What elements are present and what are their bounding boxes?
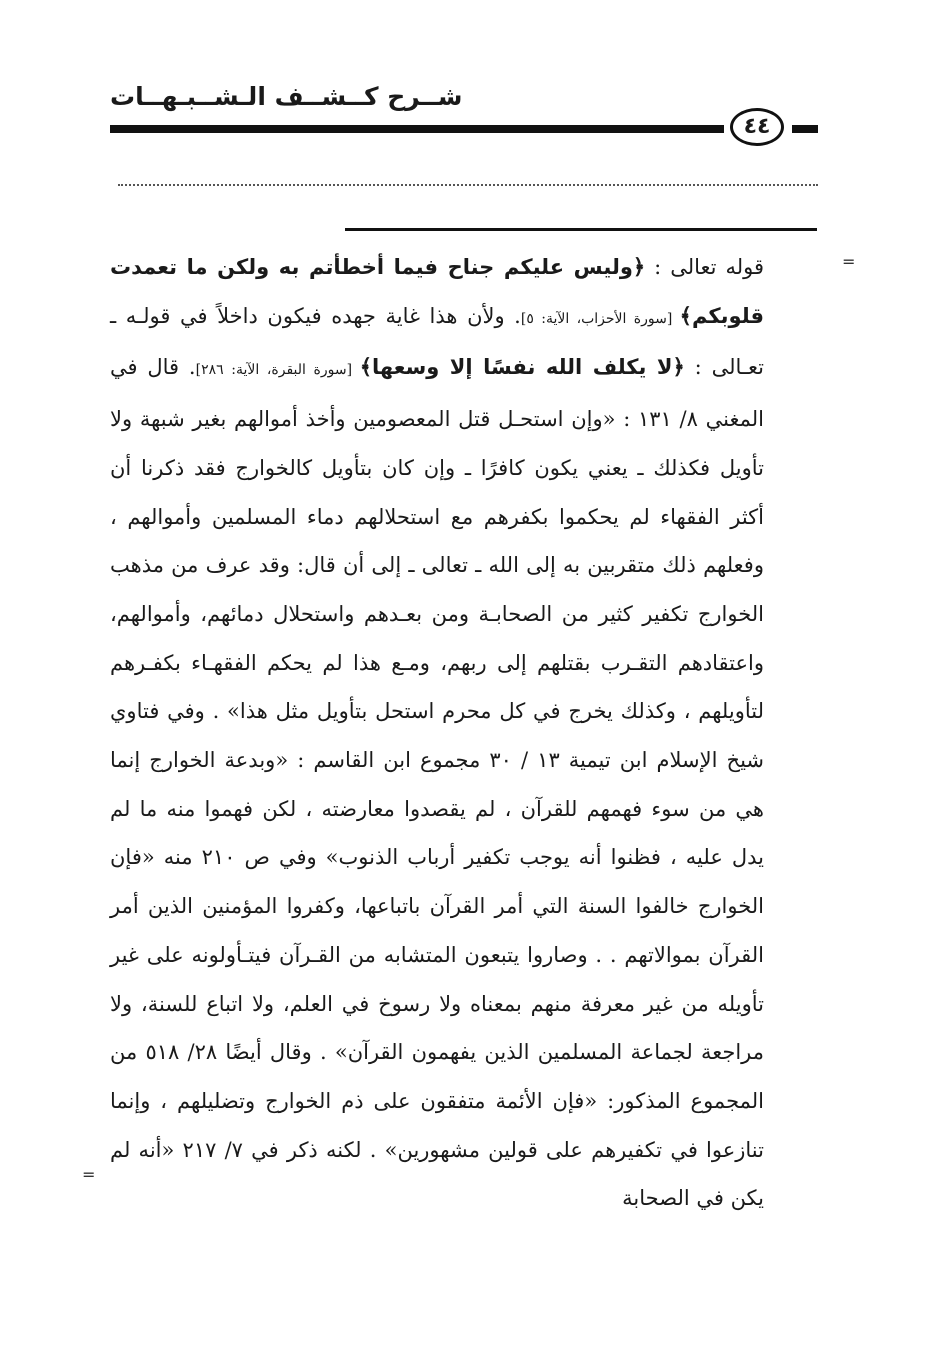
margin-mark-bottom: = [82, 1165, 96, 1184]
verse-reference-1: [سورة الأحزاب، الآية: ٥] [520, 310, 680, 327]
text-segment-2: . ولأن هذا غاية جهده فيكون داخلاً في قولـه ـ تعـالى : [110, 303, 765, 380]
footnote-rule [345, 228, 817, 231]
body-text [110, 243, 764, 1223]
verse-reference-2: [سورة البقرة، الآية: ٢٨٦] [195, 362, 360, 379]
quran-verse-2: ﴿لا يكلف الله نفسًا إلا وسعها﴾ [359, 355, 685, 380]
text-segment-3: . قال في المغني ٨/ ١٣١ : «وإن استحـل قتل المعصومين وأخذ أموالهم بغير شبهة ولا تأويل فكذلك ـ يعني يكون كافرًا ـ وإن كان بتأويل كالخوارج فقد ذكرنا أن أكثر الفقهاء لم يحكموا بكفرهم مع استحلالهم دماء المسلمين وأموالهم ، وفعلهم ذلك متقربين به إلى الله ـ تعالى ـ إلى أن قال: وقد عرف من مذهب الخوارج تكفير كثير من الصحابـة ومن بعـدهم واستحلال دمائهم، وأموالهم، واعتقادهم التقـرب بقتلهم إلى ربهم، ومـع هذا لم يحكم الفقهـاء بكفـرهم لتأويلهم ، وكذلك يخرج في كل محرم استحل بتأويل مثل هذا» . وفي فتاوي شيخ الإسلام ابن تيمية ١٣ / ٣٠ مجموع ابن القاسم : «وبدعة الخوارج إنما هي من سوء فهمهم للقرآن ، لم يقصدوا معارضته ، لكن فهموا منه ما لم يدل عليه ، فظنوا أنه يوجب تكفير أرباب الذنوب» وفي ص ٢١٠ منه «فإن الخوارج خالفوا السنة التي أمر القرآن باتباعها، وكفروا المؤمنين الذين أمر القرآن بموالاتهم . . وصاروا يتبعون المتشابه من القـرآن فيتـأولونه على غير تأويله من غير معرفة منهم بمعناه ولا رسوخ في العلم، ولا اتباع للسنة، ولا مراجعة لجماعة المسلمين الذين يفهمون القرآن» . وقال أيضًا ٢٨/ ٥١٨ من المجموع المذكور: «فإن الأئمة متفقون على ذم الخوارج وتضليلهم ، وإنما تنازعوا في تكفيرهم على قولين مشهورين» . لكنه ذكر في ٧/ ٢١٧ «أنه لم يكن في الصحابة [110, 355, 765, 1211]
running-header-title: شــرح كــشــف الـشــبـهــات [110, 82, 463, 111]
margin-mark-top: = [842, 252, 856, 271]
text-segment-1: قوله تعالى : [645, 255, 764, 279]
page-number: ٤٤ [730, 108, 784, 146]
header-rule-right [792, 125, 818, 133]
quran-verse-1: ﴿وليس عليكم جناح فيما أخطأتم به ولكن ما تعمدت قلوبكم﴾ [110, 255, 765, 328]
header-rule [110, 125, 724, 133]
dotted-separator [118, 184, 818, 186]
